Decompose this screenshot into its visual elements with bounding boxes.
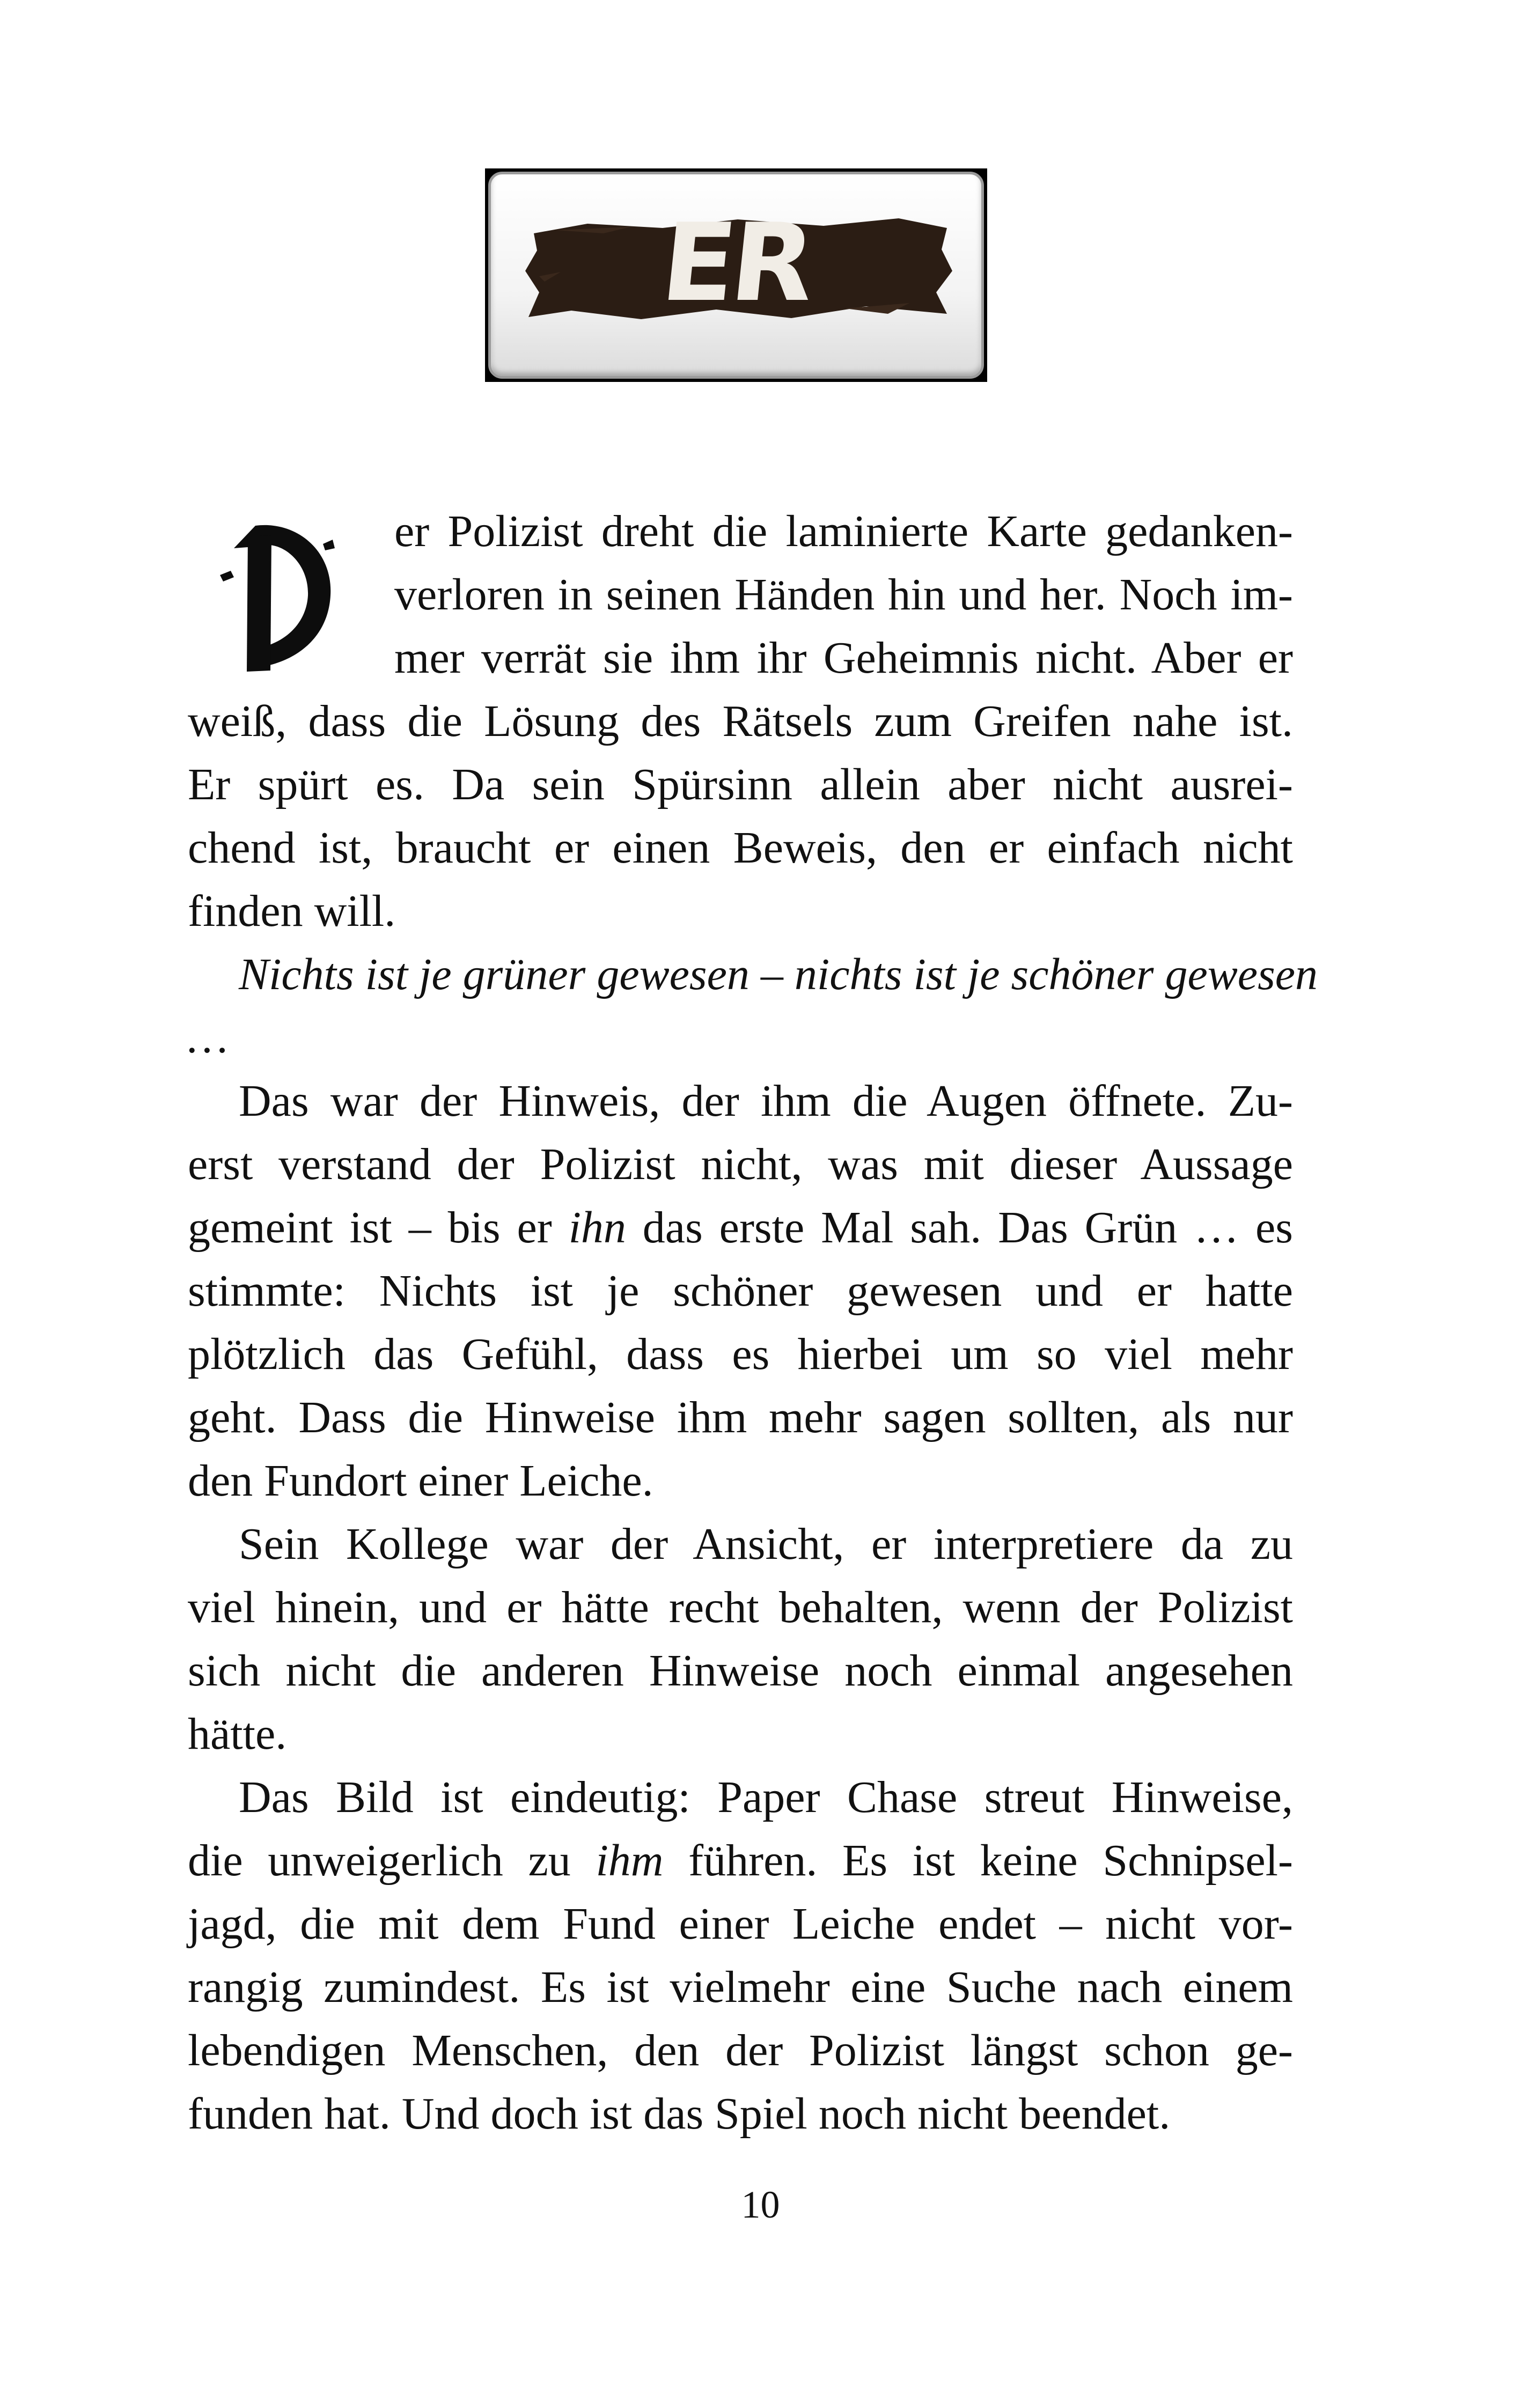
text-line: sich nicht die anderen Hinweise noch einmal angesehen: [188, 1646, 1293, 1696]
emphasis: ihn: [568, 1203, 626, 1253]
text-line: viel hinein, und er hätte recht behalten, wenn der Polizist: [188, 1582, 1293, 1632]
text-line: erst verstand der Polizist nicht, was mit dieser Aussage: [188, 1139, 1293, 1189]
chapter-header-frame: [488, 172, 984, 379]
drop-cap-d: [218, 515, 347, 676]
text-line: finden will.: [188, 886, 396, 936]
text-line: chend ist, braucht er einen Beweis, den er einfach nicht: [188, 823, 1293, 873]
emphasis: ihm: [596, 1836, 664, 1886]
text-line: Das war der Hinweis, der ihm die Augen öffnete. Zu-: [239, 1076, 1293, 1126]
ellipsis-line: …: [188, 1013, 228, 1063]
text-line: lebendigen Menschen, den der Polizist längst schon ge-: [188, 2026, 1293, 2075]
text-run: führen. Es ist keine Schnipsel-: [663, 1836, 1293, 1886]
text-line: den Fundort einer Leiche.: [188, 1456, 653, 1506]
text-line: Er spürt es. Da sein Spürsinn allein aber nicht ausrei-: [188, 760, 1293, 809]
text-line: stimmte: Nichts ist je schöner gewesen und er hatte: [188, 1266, 1293, 1316]
text-run: das erste Mal sah. Das Grün … es: [626, 1203, 1293, 1253]
text-line: Das Bild ist eindeutig: Paper Chase streut Hinweise,: [239, 1772, 1293, 1822]
chapter-title: ER: [656, 201, 817, 326]
text-line: weiß, dass die Lösung des Rätsels zum Greifen nahe ist.: [188, 696, 1293, 746]
page-number: 10: [741, 2183, 780, 2226]
text-line: mer verrät sie ihm ihr Geheimnis nicht. Aber er: [394, 633, 1293, 683]
text-line: plötzlich das Gefühl, dass es hierbei um so viel mehr: [188, 1329, 1293, 1379]
text-line: [188, 1829, 1293, 1892]
text-line: jagd, die mit dem Fund einer Leiche endet – nicht vor-: [188, 1899, 1293, 1949]
text-line: hätte.: [188, 1709, 287, 1759]
text-line: rangig zumindest. Es ist vielmehr eine Suche nach einem: [188, 1962, 1293, 2012]
text-run: gemeint ist – bis er: [188, 1203, 569, 1253]
text-line: funden hat. Und doch ist das Spiel noch nicht beendet.: [188, 2089, 1171, 2139]
text-line: verloren in seinen Händen hin und her. Noch im-: [394, 570, 1293, 620]
text-line: [188, 1196, 1293, 1260]
text-line: er Polizist dreht die laminierte Karte gedanken-: [394, 506, 1293, 556]
italic-quote-line: Nichts ist je grüner gewesen – nichts ist je schöner gewesen: [239, 949, 1318, 999]
chapter-header-badge: [485, 168, 987, 382]
text-run: die unweigerlich zu: [188, 1836, 596, 1886]
text-line: Sein Kollege war der Ansicht, er interpretiere da zu: [239, 1519, 1293, 1569]
text-line: geht. Dass die Hinweise ihm mehr sagen sollten, als nur: [188, 1393, 1293, 1442]
